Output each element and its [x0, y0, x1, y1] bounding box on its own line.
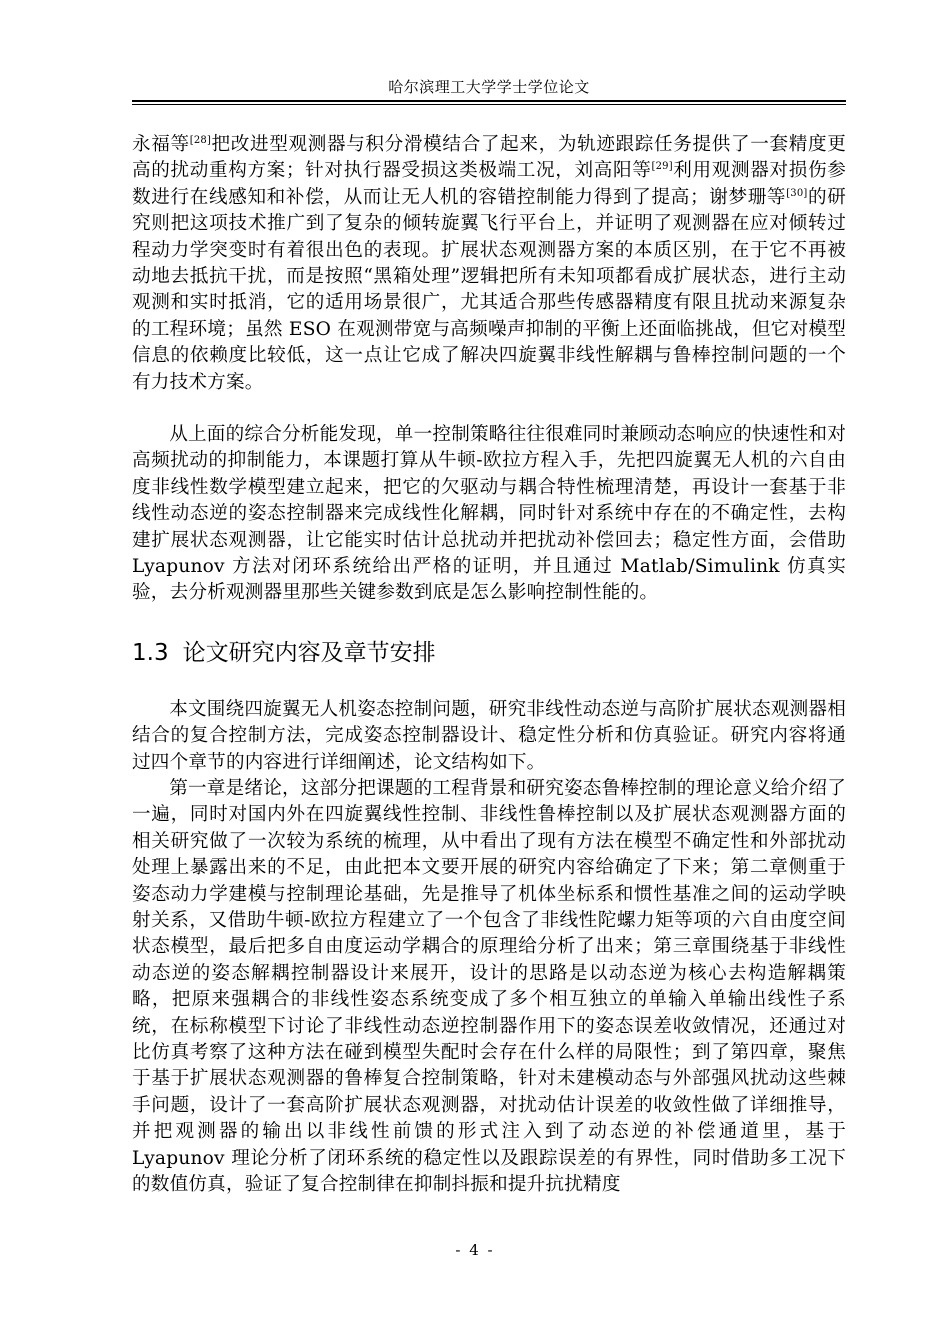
paragraph-text: 把改进型观测器与积分滑模结合了起来，为轨迹跟踪任务提供了一套精度更高的扰动重构方案；针对执行器受损这类极端工况，刘高阳等 — [132, 134, 846, 182]
citation-ref: [29] — [651, 161, 673, 173]
citation-ref: [30] — [786, 187, 808, 199]
section-title: 论文研究内容及章节安排 — [182, 640, 436, 666]
paragraph-observer-review — [132, 132, 846, 396]
citation-ref: [28] — [189, 135, 212, 146]
section-number: 1.3 — [132, 640, 169, 666]
paragraph-chapter-outline: 第一章是绪论，这部分把课题的工程背景和研究姿态鲁棒控制的理论意义给介绍了一遍，同时对国内外在四旋翼线性控制、非线性鲁棒控制以及扩展状态观测器方面的相关研究做了一次较为系统的梳理，从中看出了现有方法在模型不确定性和外部扰动处理上暴露出来的不足，由此把本文要开展的研究内容给确定了下来；第二章侧重于姿态动力学建模与控制理论基础，先是推导了机体坐标系和惯性基准之间的运动学映射关系，又借助牛顿-欧拉方程建立了一个包含了非线性陀螺力矩等项的六自由度空间状态模型，最后把多自由度运动学耦合的原理给分析了出来；第三章围绕基于非线性动态逆的姿态解耦控制器设计来展开，设计的思路是以动态逆为核心去构造解耦策略，把原来强耦合的非线性姿态系统变成了多个相互独立的单输入单输出线性子系统，在标称模型下讨论了非线性动态逆控制器作用下的姿态误差收敛情况，还通过对比仿真考察了这种方法在碰到模型失配时会存在什么样的局限性；到了第四章，聚焦于基于扩展状态观测器的鲁棒复合控制策略，针对未建模动态与外部强风扰动这些棘手问题，设计了一套高阶扩展状态观测器，对扰动估计误差的收敛性做了详细推导，并把观测器的输出以非线性前馈的形式注入到了动态逆的补偿通道里，基于 Lyapunov 理论分析了闭环系统的稳定性以及跟踪误差的有界性，同时借助多工况下的数值仿真，验证了复合控制律在抑制抖振和提升抗扰精度 — [132, 778, 846, 1196]
page-header-title: 哈尔滨理工大学学士学位论文 — [388, 78, 590, 96]
paragraph-content-overview: 本文围绕四旋翼无人机姿态控制问题，研究非线性动态逆与高阶扩展状态观测器相结合的复合控制方法，完成姿态控制器设计、稳定性分析和仿真验证。研究内容将通过四个章节的内容进行详细阐述，论文结构如下。 — [132, 699, 846, 773]
section-heading — [132, 638, 846, 668]
paragraph-research-plan: 从上面的综合分析能发现，单一控制策略往往很难同时兼顾动态响应的快速性和对高频扰动的抑制能力，本课题打算从牛顿-欧拉方程入手，先把四旋翼无人机的六自由度非线性数学模型建立起来，把它的欠驱动与耦合特性梳理清楚，再设计一套基于非线性动态逆的姿态控制器来完成线性化解耦，同时针对系统中存在的不确定性，去构建扩展状态观测器，让它能实时估计总扰动并把扰动补偿回去；稳定性方面，会借助 Lyapunov 方法对闭环系统给出严格的证明，并且通过 Matlab/Simulink 仿真实验，去分析观测器里那些关键参数到底是怎么影响控制性能的。 — [132, 424, 846, 604]
header-rule-thin — [132, 104, 846, 105]
paragraph-text: 利用观测器对损伤参数进行在线感知和补偿，从而让无人机的容错控制能力得到了提高；谢梦珊等 — [132, 160, 846, 208]
paragraph-text: 永福等 — [132, 134, 190, 155]
header-rule-thick — [132, 100, 846, 102]
paragraph-text: 的研究则把这项技术推广到了复杂的倾转旋翼飞行平台上，并证明了观测器在应对倾转过程动力学突变时有着很出色的表现。扩展状态观测器方案的本质区别，在于它不再被动地去抵抗干扰，而是按照“黑箱处理”逻辑把所有未知项都看成扩展状态，进行主动观测和实时抵消，它的适用场景很广，尤其适合那些传感器精度有限且扰动来源复杂的工程环境；虽然 ESO 在观测带宽与高频噪声抑制的平衡上还面临挑战，但它对模型信息的依赖度比较低，这一点让它成了解决四旋翼非线性解耦与鲁棒控制问题的一个有力技术方案。 — [132, 186, 846, 393]
page-number: - 4 - — [455, 1241, 495, 1259]
